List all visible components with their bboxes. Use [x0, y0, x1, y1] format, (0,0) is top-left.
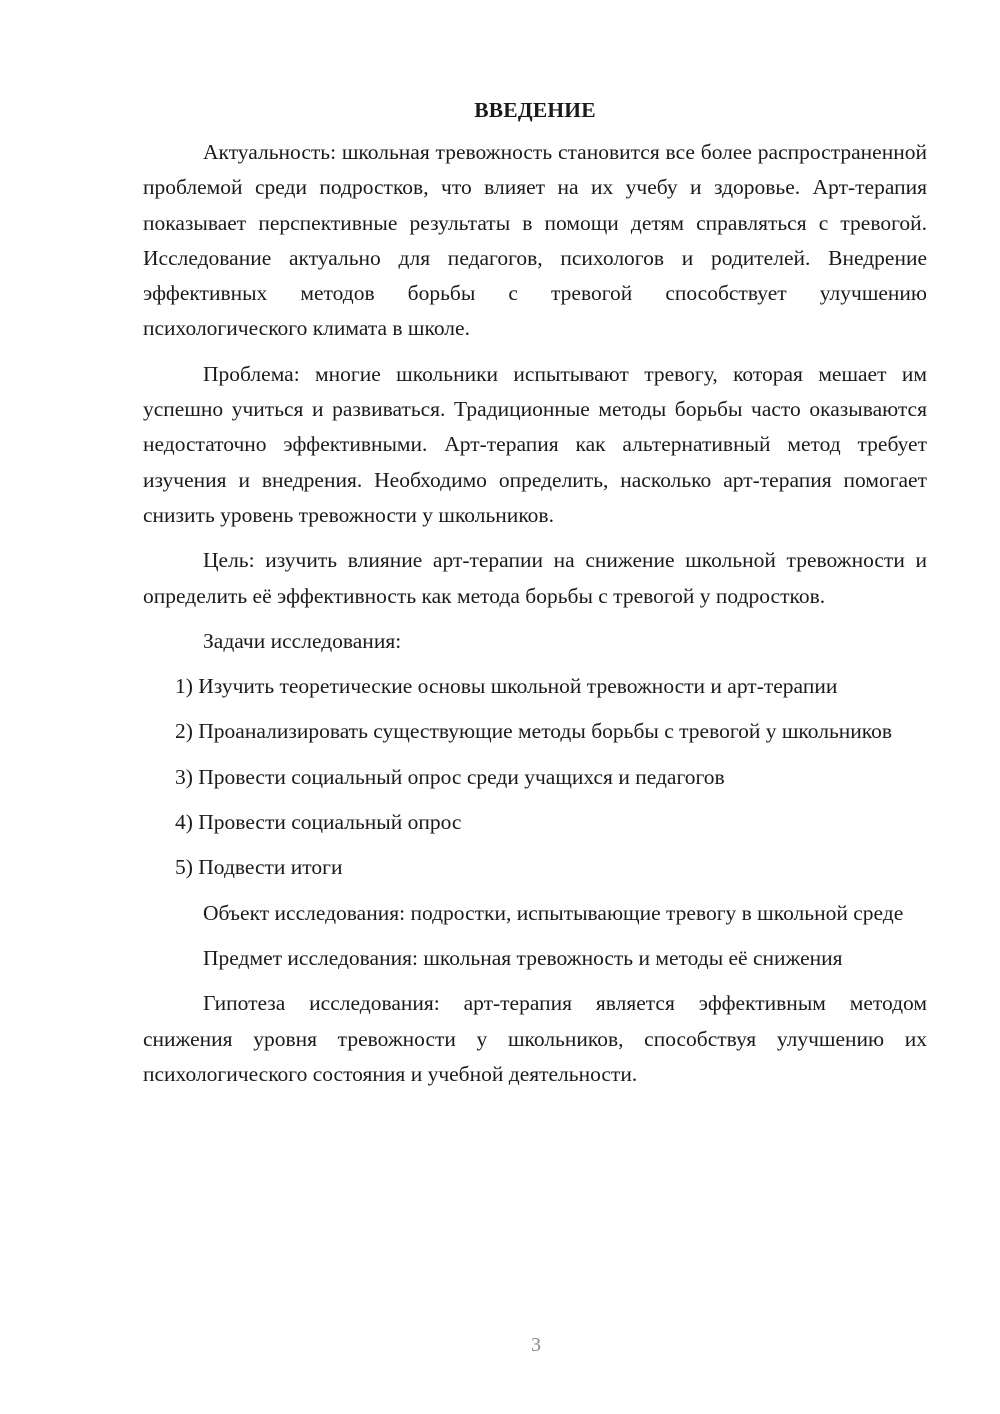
- object-paragraph: Объект исследования: подростки, испытывающие тревогу в школьной среде: [203, 900, 904, 925]
- task-item-4: 4) Провести социальный опрос: [175, 810, 462, 835]
- subject-paragraph: Предмет исследования: школьная тревожность и методы её снижения: [203, 945, 843, 970]
- task-item-5: 5) Подвести итоги: [175, 855, 343, 880]
- section-heading: ВВЕДЕНИЕ: [474, 98, 596, 122]
- page-number: 3: [531, 1334, 541, 1356]
- relevance-paragraph: Актуальность: школьная тревожность становится все более распространенной проблемой среди подростков, что влияет на их учебу и здоровье. Арт-терапия показывает перспективные результаты в помощи детям справляться с тревогой. Исследование актуально для педагогов, психологов и родителей. Внедрение эффективных методов борьбы с тревогой способствует улучшению психологического климата в школе.: [143, 140, 927, 341]
- tasks-title: Задачи исследования:: [203, 628, 402, 653]
- task-item-2: 2) Проанализировать существующие методы борьбы с тревогой у школьников: [175, 719, 893, 744]
- task-item-1: 1) Изучить теоретические основы школьной тревожности и арт-терапии: [175, 674, 838, 699]
- goal-paragraph: Цель: изучить влияние арт-терапии на снижение школьной тревожности и определить её эффективность как метода борьбы с тревогой у подростков.: [143, 548, 927, 608]
- problem-paragraph: Проблема: многие школьники испытывают тревогу, которая мешает им успешно учиться и развиваться. Традиционные методы борьбы часто оказываются недостаточно эффективными. Арт-терапия как альтернативный метод требует изучения и внедрения. Необходимо определить, насколько арт-терапия помогает снизить уровень тревожности у школьников.: [143, 361, 927, 527]
- task-item-3: 3) Провести социальный опрос среди учащихся и педагогов: [175, 764, 725, 789]
- hypothesis-paragraph: Гипотеза исследования: арт-терапия является эффективным методом снижения уровня тревожности у школьников, способствуя улучшению их психологического состояния и учебной деятельности.: [143, 991, 927, 1086]
- page-content: [143, 92, 927, 1102]
